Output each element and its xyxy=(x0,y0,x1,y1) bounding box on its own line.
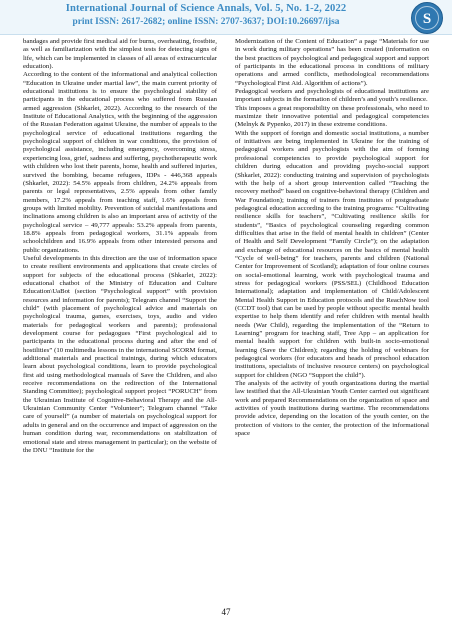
journal-issn-doi: print ISSN: 2617-2682; online ISSN: 2707-3637; DOI:10.26697/ijsa xyxy=(72,17,340,27)
right-paragraph-1: Modernization of the Content of Education” a page “Materials for use in work during military operations” has been created (information on the best practices of psychological and pedagogical support and support of participants in the educational process in conditions of military operations and armed conflicts, methodological recommendations “Psychological First Aid. Algorithm of actions”). xyxy=(235,38,430,87)
right-column xyxy=(235,38,429,439)
right-paragraph-5: The analysis of the activity of youth organizations during the martial law testified that the All-Ukrainian Youth Center carried out significant work and prepared Recommendations on the organization of space and activities of youth institutions during wartime. The recommendations provide advice, depending on the location of the youth center, on the protection of visitors to the center, the protection of the informational space xyxy=(235,380,429,438)
left-paragraph-2: According to the content of the informational and analytical collection “Education in Ukraine under martial law”, the main current priority of educational institutions is to ensure the psychological stability of participants in the educational process who suffered from Russian armed aggression (Shkarlet, 2022). According to the research of the Institute of Educational Analytics, with the beginning of the aggression of the Russian Federation against Ukraine, the number of appeals to the psychological service of educational institutions regarding the psychological support of children in war conditions, the provision of psychological assistance, including emergency, overcoming stress, experiencing loss, grief, sadness and suffering, psychotherapeutic work with children who lost their parents, home, health and suffered injuries, survived the bombing, became refugees, IDPs - 446,368 appeals (Shkarlet, 2022): 54.5% appeals from children, 24.2% appeals from parents or legal representatives, 2.5% appeals from other family members, 17.2% appeals from teaching staff, 1.6% appeals from groups with limited mobility. Prevention of suicidal manifestations and inclinations among children is also an important area of activity of the psychological service – 49,777 appeals: 53.2% appeals from parents, 18.8% appeals from pedagogical workers, 31.1% appeals from schoolchildren and 16.9% appeals from other interested persons and public organizations. xyxy=(23,71,217,254)
left-column xyxy=(23,38,217,455)
left-paragraph-3: Useful developments in this direction are the use of information space to create resilient environments and applications that create circles of support for subjects of the educational process (Shkarlet, 2022): educational chatbot of the Ministry of Education and Culture Education\UaBot (section “Psychological support” with provision resources and information for parents); Telegram channel “Support the child” (with placement of psychological advice and materials on psychological trauma, games, exercises, toys, audio and video materials for pedagogical workers and parents); professional development course for pedagogues “First psychological aid to participants in the educational process during and after the end of hostilities” (10 multimedia lessons in the international SCORM format, additional materials and practical trainings, during which educators learn about psychological conditions, learn to provide psychological first aid using methodological manuals of Save the Children, and also receive recommendations on the redirection of the International Standing Committee); psychological support project “PORUCH” from the Ukrainian Institute of Cognitive-Behavioral Therapy and the All-Ukrainian Community Center “Volunteer”; Telegram channel “Take care of yourself” (a number of materials on psychological support for adults in general and on the occurrence and impact of aggression on the human condition during war, recommendations on stabilization of emotional state and stress management in particular); on the website of the DNU “Institute for the xyxy=(23,254,217,454)
journal-title: International Journal of Science Annals, Vol. 5, No. 1-2, 2022 xyxy=(65,3,347,14)
right-paragraph-2: Pedagogical workers and psychologists of educational institutions are important subjects in the formation of children’s and youth’s resilience. xyxy=(235,88,429,104)
page-number: 47 xyxy=(221,607,231,617)
journal-header xyxy=(0,0,452,35)
logo-glyph: S xyxy=(422,11,432,27)
journal-logo-icon xyxy=(411,2,443,34)
left-paragraph-1: bandages and provide first medical aid for burns, overheating, frostbite, as well as familiarization with the simplest tests for detecting signs of life, which can be implemented in classes of all areas of extracurricular education). xyxy=(23,38,217,71)
right-paragraph-4: With the support of foreign and domestic social institutions, a number of initiatives are being implemented in Ukraine for the training of pedagogical workers and psychologists with the aim of forming professional competencies to provide psychological support for children during education and providing psycho-social support (Shkarlet, 2022): conducting training and supervision of psychologists with the help of a short group intervention called “Teaching the recovery method” based on cognitive-behavioral therapy (Children and War Foundation); training of trainers from institutes of postgraduate pedagogical education according to the training programs: “Cultivating resilience skills for teachers”, “Cultivating resilience skills for students”, “Basics of psychological counseling regarding common difficulties that arise in the field of mental health in children” (Center of Health and Self Development “Family Circle”); on the adaptation and exchange of educational resources on the basics of mental health “Cycle of well-being” for teachers, parents and children (National Center for Improvement of Scotland); adaptation of four online courses on social-emotional learning, work with psychological trauma and stress for pedagogical workers (PSS/SEL) (Childhood Education International); adaptation and implementation of Child/Adolescent Mental Health Support in Education protocols and the ReachNow tool (CCDT tool) that can be used by people without specific mental health expertise to help them identify and refer children with mental health needs (War Child), regarding the implementation of the “Return to Learning” program for teaching staff, Tree App – an application for mental health support for children with built-in socio-emotional learning (Save the Children); regarding the holding of webinars for pedagogical workers (for educators and heads of preschool education institutions, specialists of inclusive resource centers) on psychological support for children (NGO “Support the child”). xyxy=(235,129,429,379)
right-paragraph-3: This imposes a great responsibility on these professionals, who need to maximize their innovative potential and pedagogical competencies (Melnyk & Pypenko, 2017) in these extreme conditions. xyxy=(235,104,429,129)
